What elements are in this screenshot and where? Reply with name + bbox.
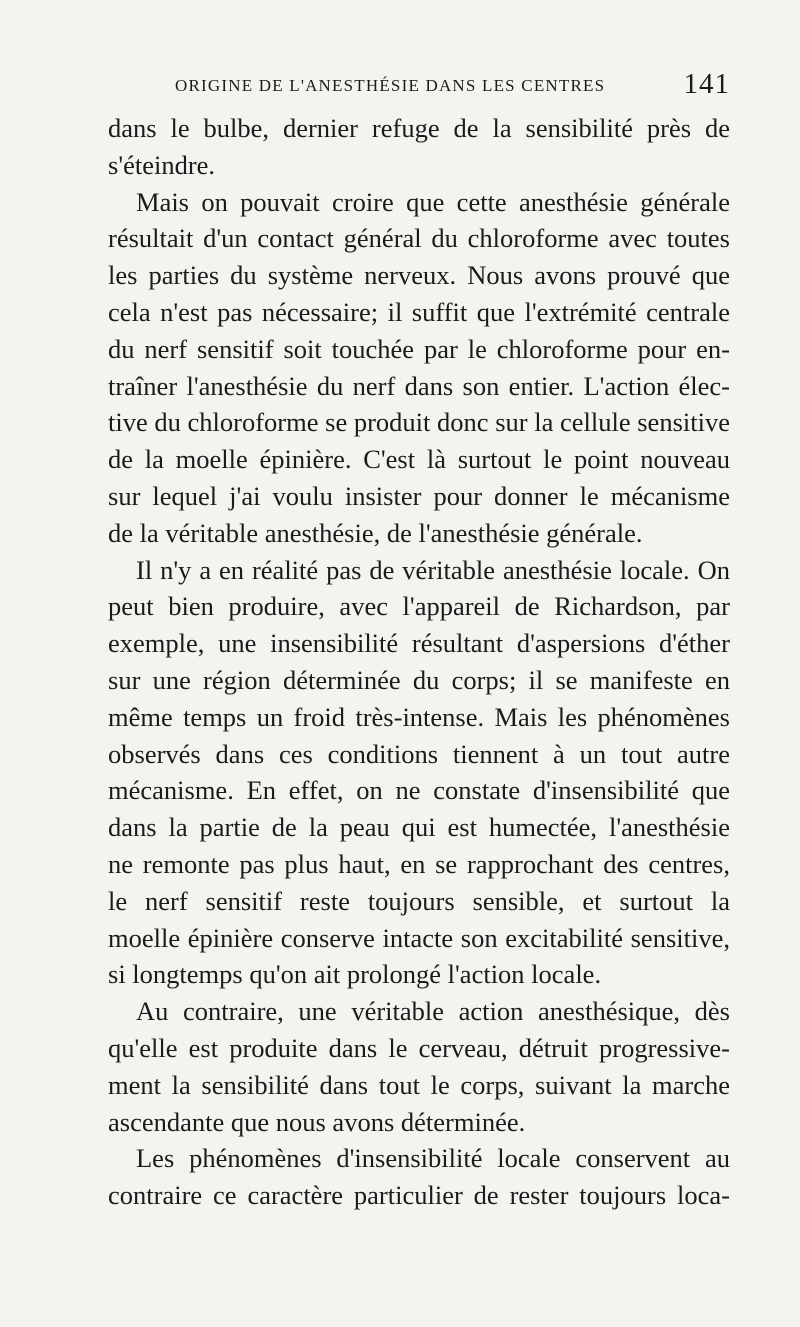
- text-line: sur une région déterminée du corps; il se manifeste en: [108, 664, 730, 695]
- text-line: ascendante que nous avons déterminée.: [108, 1106, 526, 1137]
- text-line: résultait d'un contact général du chloroforme avec toutes: [108, 223, 730, 254]
- paragraph-2: [108, 184, 730, 552]
- text-line: tive du chloroforme se produit donc sur la cellule sensitive: [108, 407, 730, 438]
- text-line: Il n'y a en réalité pas de véritable anesthésie locale. On: [136, 554, 730, 585]
- text-line: de la moelle épinière. C'est là surtout le point nouveau: [108, 444, 730, 475]
- text-line: moelle épinière conserve intacte son excitabilité sensitive,: [108, 922, 730, 953]
- text-line: si longtemps qu'on ait prolongé l'action locale.: [108, 959, 602, 990]
- text-line: traîner l'anesthésie du nerf dans son entier. L'action élec-: [108, 370, 730, 401]
- text-line: ment la sensibilité dans tout le corps, suivant la marche: [108, 1069, 730, 1100]
- paragraph-5: [108, 1140, 730, 1214]
- body-text: [108, 110, 730, 1214]
- text-line: les parties du système nerveux. Nous avons prouvé que: [108, 260, 730, 291]
- paragraph-4: [108, 993, 730, 1140]
- text-line: contraire ce caractère particulier de rester toujours loca-: [108, 1180, 730, 1211]
- text-line: dans la partie de la peau qui est humectée, l'anesthésie: [108, 812, 730, 843]
- text-line: du nerf sensitif soit touchée par le chloroforme pour en-: [108, 333, 730, 364]
- text-line: Au contraire, une véritable action anesthésique, dès: [136, 996, 730, 1027]
- running-head: ORIGINE DE L'ANESTHÉSIE DANS LES CENTRES: [175, 76, 606, 95]
- text-line: s'éteindre.: [108, 149, 216, 180]
- text-line: Les phénomènes d'insensibilité locale conservent au: [136, 1143, 730, 1174]
- text-line: qu'elle est produite dans le cerveau, détruit progressive-: [108, 1032, 730, 1063]
- page-number: 141: [683, 68, 730, 100]
- text-line: le nerf sensitif reste toujours sensible, et surtout la: [108, 885, 730, 916]
- text-line: mécanisme. En effet, on ne constate d'insensibilité que: [108, 775, 730, 806]
- page-header: [175, 68, 730, 102]
- text-line: de la véritable anesthésie, de l'anesthésie générale.: [108, 517, 643, 548]
- text-line: exemple, une insensibilité résultant d'aspersions d'éther: [108, 628, 730, 659]
- text-line: dans le bulbe, dernier refuge de la sensibilité près de: [108, 113, 730, 143]
- text-line: même temps un froid très-intense. Mais les phénomènes: [108, 701, 730, 732]
- text-line: peut bien produire, avec l'appareil de Richardson, par: [108, 591, 730, 622]
- text-line: ne remonte pas plus haut, en se rapprochant des centres,: [108, 848, 730, 879]
- paragraph-1: [108, 110, 730, 184]
- text-line: Mais on pouvait croire que cette anesthésie générale: [136, 186, 730, 217]
- paragraph-3: [108, 552, 730, 994]
- text-line: cela n'est pas nécessaire; il suffit que l'extrémité centrale: [108, 296, 730, 327]
- text-line: sur lequel j'ai voulu insister pour donner le mécanisme: [108, 480, 730, 511]
- text-line: observés dans ces conditions tiennent à un tout autre: [108, 738, 730, 769]
